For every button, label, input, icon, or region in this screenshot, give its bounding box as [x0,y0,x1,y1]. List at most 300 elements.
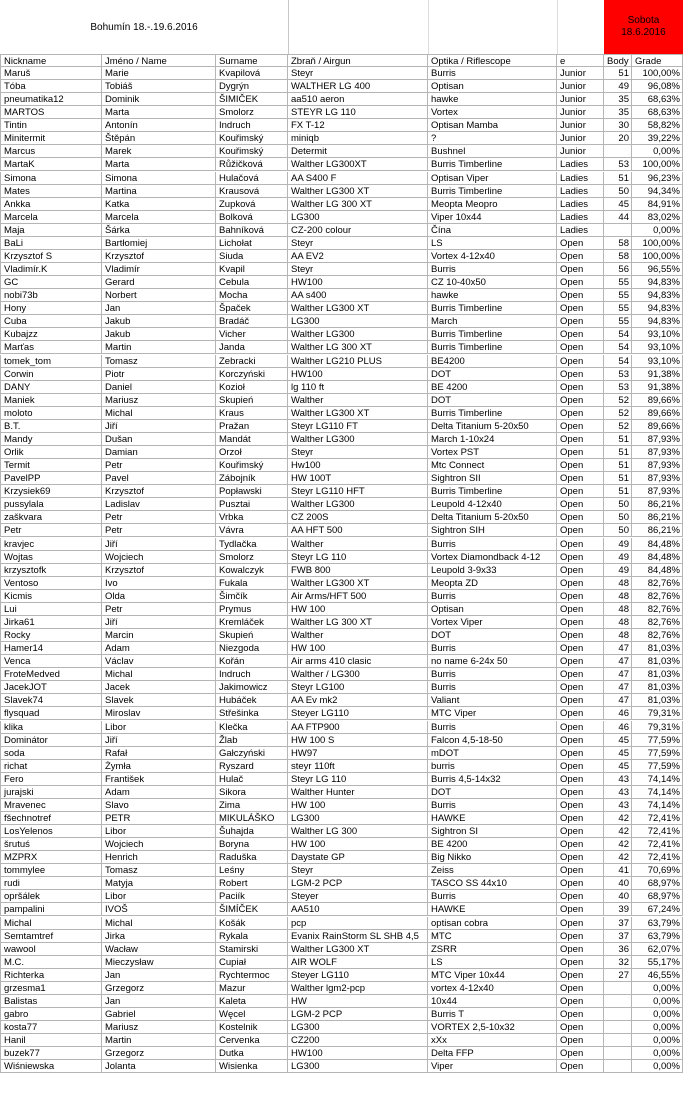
category-cell[interactable]: Open [557,1047,604,1060]
airgun-cell[interactable]: Walther LG 300 XT [288,341,428,354]
category-cell[interactable]: Open [557,1021,604,1034]
category-cell[interactable]: Open [557,838,604,851]
airgun-cell[interactable]: LG300 [288,812,428,825]
grade-cell[interactable]: 86,21% [632,498,683,511]
surname-cell[interactable]: Dutka [216,1047,288,1060]
airgun-cell[interactable]: Walther LG300 XT [288,407,428,420]
surname-cell[interactable]: Hulač [216,773,288,786]
name-cell[interactable]: Pavel [102,472,216,485]
surname-cell[interactable]: Cupiał [216,956,288,969]
airgun-cell[interactable]: Walther / LG300 [288,668,428,681]
points-cell[interactable]: 47 [604,681,632,694]
name-cell[interactable]: Petr [102,511,216,524]
points-cell[interactable]: 53 [604,381,632,394]
riflescope-cell[interactable]: Optisan Viper [428,172,557,185]
riflescope-cell[interactable]: March [428,315,557,328]
airgun-cell[interactable]: HW [288,995,428,1008]
surname-cell[interactable]: Kvapilová [216,67,288,80]
riflescope-cell[interactable]: Meopta Meopro [428,198,557,211]
nickname-cell[interactable]: Maniek [0,394,102,407]
riflescope-cell[interactable]: VORTEX 2,5-10x32 [428,1021,557,1034]
name-cell[interactable]: Jirka [102,930,216,943]
nickname-cell[interactable]: moloto [0,407,102,420]
surname-cell[interactable]: Špaček [216,302,288,315]
surname-cell[interactable]: Kostelnik [216,1021,288,1034]
surname-cell[interactable]: Bradáč [216,315,288,328]
grade-cell[interactable]: 0,00% [632,1034,683,1047]
category-cell[interactable]: Open [557,289,604,302]
surname-cell[interactable]: Kvapil [216,263,288,276]
grade-cell[interactable]: 82,76% [632,616,683,629]
category-cell[interactable]: Open [557,812,604,825]
surname-cell[interactable]: Tydlačka [216,538,288,551]
grade-cell[interactable]: 87,93% [632,433,683,446]
airgun-cell[interactable]: LG300 [288,211,428,224]
surname-cell[interactable]: Kremláček [216,616,288,629]
points-cell[interactable] [604,1047,632,1060]
points-cell[interactable]: 58 [604,237,632,250]
category-cell[interactable]: Ladies [557,185,604,198]
nickname-cell[interactable]: Ventoso [0,577,102,590]
airgun-cell[interactable]: Steyr [288,67,428,80]
grade-cell[interactable]: 0,00% [632,224,683,237]
name-cell[interactable]: Piotr [102,368,216,381]
category-cell[interactable]: Junior [557,93,604,106]
grade-cell[interactable]: 82,76% [632,590,683,603]
airgun-cell[interactable]: HW 100 [288,838,428,851]
surname-cell[interactable]: Klečka [216,721,288,734]
points-cell[interactable]: 46 [604,707,632,720]
airgun-cell[interactable]: pcp [288,917,428,930]
surname-cell[interactable]: MIKULÁŠKO [216,812,288,825]
points-cell[interactable]: 55 [604,289,632,302]
category-cell[interactable]: Open [557,551,604,564]
riflescope-cell[interactable]: LS [428,237,557,250]
airgun-cell[interactable]: AA s400 [288,289,428,302]
points-cell[interactable]: 54 [604,328,632,341]
riflescope-cell[interactable]: CZ 10-40x50 [428,276,557,289]
surname-cell[interactable]: Skupień [216,394,288,407]
surname-cell[interactable]: Vávra [216,524,288,537]
nickname-cell[interactable]: wawool [0,943,102,956]
nickname-cell[interactable]: richat [0,760,102,773]
nickname-cell[interactable]: Jirka61 [0,616,102,629]
riflescope-cell[interactable]: Bushnel [428,145,557,158]
nickname-cell[interactable]: Krzysiek69 [0,485,102,498]
riflescope-cell[interactable]: LS [428,956,557,969]
nickname-cell[interactable]: fšechnotref [0,812,102,825]
riflescope-cell[interactable]: DOT [428,368,557,381]
points-cell[interactable]: 48 [604,629,632,642]
col-header-nickname[interactable]: Nickname [0,54,102,67]
name-cell[interactable]: Rafał [102,747,216,760]
nickname-cell[interactable]: grzesma1 [0,982,102,995]
nickname-cell[interactable]: Marťas [0,341,102,354]
airgun-cell[interactable]: Walther LG 300 [288,825,428,838]
category-cell[interactable]: Open [557,956,604,969]
surname-cell[interactable]: Kouřimský [216,145,288,158]
name-cell[interactable]: Jan [102,969,216,982]
category-cell[interactable]: Open [557,721,604,734]
nickname-cell[interactable]: kravjec [0,538,102,551]
category-cell[interactable]: Open [557,381,604,394]
category-cell[interactable]: Open [557,472,604,485]
surname-cell[interactable]: Pusztai [216,498,288,511]
points-cell[interactable]: 37 [604,917,632,930]
points-cell[interactable]: 52 [604,394,632,407]
category-cell[interactable]: Open [557,1060,604,1073]
points-cell[interactable]: 55 [604,302,632,315]
category-cell[interactable]: Ladies [557,211,604,224]
riflescope-cell[interactable]: Zeiss [428,864,557,877]
surname-cell[interactable]: Indruch [216,668,288,681]
surname-cell[interactable]: Rychtermoc [216,969,288,982]
name-cell[interactable]: Mariusz [102,394,216,407]
points-cell[interactable] [604,995,632,1008]
points-cell[interactable]: 46 [604,721,632,734]
surname-cell[interactable]: Bolková [216,211,288,224]
nickname-cell[interactable]: BaLi [0,237,102,250]
grade-cell[interactable]: 70,69% [632,864,683,877]
points-cell[interactable]: 51 [604,446,632,459]
category-cell[interactable]: Open [557,315,604,328]
riflescope-cell[interactable]: Delta Titanium 5-20x50 [428,420,557,433]
name-cell[interactable]: Marie [102,67,216,80]
col-header-grade[interactable]: Grade [632,54,683,67]
airgun-cell[interactable]: Steyer [288,890,428,903]
points-cell[interactable]: 50 [604,498,632,511]
points-cell[interactable]: 27 [604,969,632,982]
riflescope-cell[interactable]: Vortex 4-12x40 [428,250,557,263]
name-cell[interactable]: Jiří [102,538,216,551]
surname-cell[interactable]: Boryna [216,838,288,851]
nickname-cell[interactable]: Minitermit [0,132,102,145]
riflescope-cell[interactable]: Burris Timberline [428,485,557,498]
nickname-cell[interactable]: Mandy [0,433,102,446]
category-cell[interactable]: Open [557,538,604,551]
nickname-cell[interactable]: flysquad [0,707,102,720]
grade-cell[interactable]: 82,76% [632,603,683,616]
airgun-cell[interactable]: Steyr [288,237,428,250]
surname-cell[interactable]: Wisienka [216,1060,288,1073]
grade-cell[interactable]: 82,76% [632,629,683,642]
points-cell[interactable]: 54 [604,341,632,354]
airgun-cell[interactable]: AA510 [288,903,428,916]
name-cell[interactable]: Miroslav [102,707,216,720]
name-cell[interactable]: Grzegorz [102,982,216,995]
points-cell[interactable]: 40 [604,877,632,890]
surname-cell[interactable]: Raduška [216,851,288,864]
name-cell[interactable]: Petr [102,524,216,537]
airgun-cell[interactable]: Steyr LG100 [288,681,428,694]
riflescope-cell[interactable]: Burris Timberline [428,407,557,420]
surname-cell[interactable]: Gałczyński [216,747,288,760]
riflescope-cell[interactable]: Delta FFP [428,1047,557,1060]
nickname-cell[interactable]: Kubajzz [0,328,102,341]
riflescope-cell[interactable]: Sightron SII [428,472,557,485]
nickname-cell[interactable]: šrutuś [0,838,102,851]
riflescope-cell[interactable]: Falcon 4,5-18-50 [428,734,557,747]
airgun-cell[interactable]: CZ 200S [288,511,428,524]
airgun-cell[interactable]: Walther [288,629,428,642]
nickname-cell[interactable]: Hamer14 [0,642,102,655]
category-cell[interactable]: Open [557,982,604,995]
riflescope-cell[interactable]: Viper 10x44 [428,211,557,224]
surname-cell[interactable]: Šuhajda [216,825,288,838]
col-header-name[interactable]: Jméno / Name [102,54,216,67]
surname-cell[interactable]: Kouřimský [216,459,288,472]
points-cell[interactable]: 52 [604,407,632,420]
points-cell[interactable]: 49 [604,564,632,577]
nickname-cell[interactable]: Kicmis [0,590,102,603]
name-cell[interactable]: Slavo [102,799,216,812]
riflescope-cell[interactable]: Burris [428,890,557,903]
nickname-cell[interactable]: Mravenec [0,799,102,812]
grade-cell[interactable]: 84,48% [632,538,683,551]
grade-cell[interactable]: 74,14% [632,799,683,812]
nickname-cell[interactable]: nobi73b [0,289,102,302]
surname-cell[interactable]: Vicher [216,328,288,341]
grade-cell[interactable]: 86,21% [632,511,683,524]
name-cell[interactable]: Jan [102,995,216,1008]
nickname-cell[interactable]: GC [0,276,102,289]
nickname-cell[interactable]: krzysztofk [0,564,102,577]
name-cell[interactable]: Norbert [102,289,216,302]
points-cell[interactable]: 47 [604,694,632,707]
nickname-cell[interactable]: Richterka [0,969,102,982]
surname-cell[interactable]: Paciík [216,890,288,903]
name-cell[interactable]: Jacek [102,681,216,694]
points-cell[interactable]: 45 [604,760,632,773]
name-cell[interactable]: Olda [102,590,216,603]
riflescope-cell[interactable]: Big Nikko [428,851,557,864]
airgun-cell[interactable]: Hw100 [288,459,428,472]
airgun-cell[interactable]: Walther [288,538,428,551]
category-cell[interactable]: Open [557,773,604,786]
grade-cell[interactable]: 89,66% [632,394,683,407]
airgun-cell[interactable]: LG300 [288,1060,428,1073]
points-cell[interactable]: 39 [604,903,632,916]
grade-cell[interactable]: 94,83% [632,315,683,328]
points-cell[interactable]: 52 [604,420,632,433]
points-cell[interactable]: 41 [604,864,632,877]
points-cell[interactable]: 43 [604,786,632,799]
grade-cell[interactable]: 96,23% [632,172,683,185]
category-cell[interactable]: Open [557,851,604,864]
airgun-cell[interactable]: Walther Hunter [288,786,428,799]
grade-cell[interactable]: 100,00% [632,158,683,171]
grade-cell[interactable]: 94,34% [632,185,683,198]
name-cell[interactable]: Michal [102,668,216,681]
airgun-cell[interactable]: HW 100T [288,472,428,485]
category-cell[interactable]: Open [557,734,604,747]
points-cell[interactable]: 50 [604,511,632,524]
riflescope-cell[interactable]: Burris Timberline [428,158,557,171]
grade-cell[interactable]: 62,07% [632,943,683,956]
riflescope-cell[interactable]: Burris [428,668,557,681]
grade-cell[interactable]: 94,83% [632,302,683,315]
points-cell[interactable]: 42 [604,825,632,838]
nickname-cell[interactable]: Mates [0,185,102,198]
points-cell[interactable]: 47 [604,668,632,681]
name-cell[interactable]: Jan [102,302,216,315]
nickname-cell[interactable]: Slavek74 [0,694,102,707]
points-cell[interactable]: 51 [604,472,632,485]
riflescope-cell[interactable]: Optisan [428,603,557,616]
surname-cell[interactable]: Žlab [216,734,288,747]
nickname-cell[interactable]: Tóba [0,80,102,93]
category-cell[interactable]: Junior [557,67,604,80]
nickname-cell[interactable]: tommylee [0,864,102,877]
points-cell[interactable]: 35 [604,93,632,106]
nickname-cell[interactable]: Petr [0,524,102,537]
surname-cell[interactable]: Kořán [216,655,288,668]
grade-cell[interactable]: 87,93% [632,459,683,472]
category-cell[interactable]: Ladies [557,172,604,185]
category-cell[interactable]: Open [557,760,604,773]
grade-cell[interactable]: 82,76% [632,577,683,590]
points-cell[interactable]: 36 [604,943,632,956]
grade-cell[interactable]: 94,83% [632,276,683,289]
nickname-cell[interactable]: Tintin [0,119,102,132]
points-cell[interactable]: 51 [604,485,632,498]
riflescope-cell[interactable]: MTC [428,930,557,943]
surname-cell[interactable]: Kaleta [216,995,288,1008]
surname-cell[interactable]: Vrbka [216,511,288,524]
grade-cell[interactable]: 77,59% [632,734,683,747]
nickname-cell[interactable]: Marcus [0,145,102,158]
airgun-cell[interactable]: STEYR LG 110 [288,106,428,119]
airgun-cell[interactable]: Air Arms/HFT 500 [288,590,428,603]
riflescope-cell[interactable]: HAWKE [428,812,557,825]
name-cell[interactable]: Šárka [102,224,216,237]
nickname-cell[interactable]: FroteMedved [0,668,102,681]
points-cell[interactable]: 47 [604,655,632,668]
nickname-cell[interactable]: tomek_tom [0,355,102,368]
category-cell[interactable]: Ladies [557,158,604,171]
surname-cell[interactable]: Prymus [216,603,288,616]
col-header-riflescope[interactable]: Optika / Riflescope [428,54,557,67]
surname-cell[interactable]: Hubáček [216,694,288,707]
grade-cell[interactable]: 100,00% [632,237,683,250]
name-cell[interactable]: Jiří [102,734,216,747]
riflescope-cell[interactable]: BE 4200 [428,838,557,851]
grade-cell[interactable]: 68,97% [632,877,683,890]
airgun-cell[interactable]: HW 100 [288,642,428,655]
riflescope-cell[interactable]: Delta Titanium 5-20x50 [428,511,557,524]
points-cell[interactable]: 48 [604,577,632,590]
grade-cell[interactable]: 63,79% [632,930,683,943]
riflescope-cell[interactable]: Sightron SI [428,825,557,838]
points-cell[interactable]: 45 [604,734,632,747]
nickname-cell[interactable]: Michal [0,917,102,930]
name-cell[interactable]: Michal [102,917,216,930]
airgun-cell[interactable]: WALTHER LG 400 [288,80,428,93]
riflescope-cell[interactable]: ZSRR [428,943,557,956]
riflescope-cell[interactable]: ? [428,132,557,145]
nickname-cell[interactable]: Maja [0,224,102,237]
points-cell[interactable]: 48 [604,590,632,603]
surname-cell[interactable]: ŠIMIČEK [216,93,288,106]
name-cell[interactable]: Marcin [102,629,216,642]
name-cell[interactable]: Petr [102,603,216,616]
nickname-cell[interactable]: JacekJOT [0,681,102,694]
nickname-cell[interactable]: Ankka [0,198,102,211]
riflescope-cell[interactable]: Vortex PST [428,446,557,459]
nickname-cell[interactable]: B.T. [0,420,102,433]
name-cell[interactable]: Marek [102,145,216,158]
category-cell[interactable]: Junior [557,132,604,145]
surname-cell[interactable]: Leśny [216,864,288,877]
airgun-cell[interactable]: FWB 800 [288,564,428,577]
category-cell[interactable]: Open [557,511,604,524]
airgun-cell[interactable]: Walther LG300 [288,328,428,341]
category-cell[interactable]: Junior [557,80,604,93]
grade-cell[interactable]: 87,93% [632,485,683,498]
surname-cell[interactable]: Janda [216,341,288,354]
airgun-cell[interactable]: Steyr LG110 HFT [288,485,428,498]
category-cell[interactable]: Open [557,498,604,511]
grade-cell[interactable]: 93,10% [632,328,683,341]
airgun-cell[interactable]: steyr 110ft [288,760,428,773]
nickname-cell[interactable]: Semtamtref [0,930,102,943]
surname-cell[interactable]: Zima [216,799,288,812]
airgun-cell[interactable]: lg 110 ft [288,381,428,394]
grade-cell[interactable]: 67,24% [632,903,683,916]
grade-cell[interactable]: 87,93% [632,472,683,485]
riflescope-cell[interactable]: Burris [428,263,557,276]
riflescope-cell[interactable]: optisan cobra [428,917,557,930]
surname-cell[interactable]: Rykala [216,930,288,943]
surname-cell[interactable]: Smolorz [216,106,288,119]
category-cell[interactable]: Open [557,394,604,407]
riflescope-cell[interactable]: Viper [428,1060,557,1073]
surname-cell[interactable]: Węcel [216,1008,288,1021]
nickname-cell[interactable]: klika [0,721,102,734]
category-cell[interactable]: Open [557,799,604,812]
airgun-cell[interactable]: Walther LG300 [288,498,428,511]
name-cell[interactable]: Grzegorz [102,1047,216,1060]
riflescope-cell[interactable]: Burris T [428,1008,557,1021]
category-cell[interactable]: Open [557,995,604,1008]
airgun-cell[interactable]: Evanix RainStorm SL SHB 4,5 [288,930,428,943]
category-cell[interactable]: Open [557,302,604,315]
airgun-cell[interactable]: HW 100 [288,799,428,812]
nickname-cell[interactable]: M.C. [0,956,102,969]
points-cell[interactable]: 51 [604,67,632,80]
surname-cell[interactable]: Smolorz [216,551,288,564]
category-cell[interactable]: Open [557,930,604,943]
surname-cell[interactable]: Cervenka [216,1034,288,1047]
name-cell[interactable]: Slavek [102,694,216,707]
grade-cell[interactable]: 72,41% [632,812,683,825]
riflescope-cell[interactable]: mDOT [428,747,557,760]
surname-cell[interactable]: ŠIMÍČEK [216,903,288,916]
grade-cell[interactable]: 0,00% [632,1060,683,1073]
name-cell[interactable]: Marta [102,106,216,119]
grade-cell[interactable]: 81,03% [632,681,683,694]
riflescope-cell[interactable]: Vortex Diamondback 4-12 [428,551,557,564]
riflescope-cell[interactable]: TASCO SS 44x10 [428,877,557,890]
category-cell[interactable]: Open [557,341,604,354]
riflescope-cell[interactable]: March 1-10x24 [428,433,557,446]
airgun-cell[interactable]: HW 100 S [288,734,428,747]
name-cell[interactable]: Żymła [102,760,216,773]
riflescope-cell[interactable]: vortex 4-12x40 [428,982,557,995]
nickname-cell[interactable]: jurajski [0,786,102,799]
grade-cell[interactable]: 81,03% [632,668,683,681]
airgun-cell[interactable]: HW100 [288,276,428,289]
